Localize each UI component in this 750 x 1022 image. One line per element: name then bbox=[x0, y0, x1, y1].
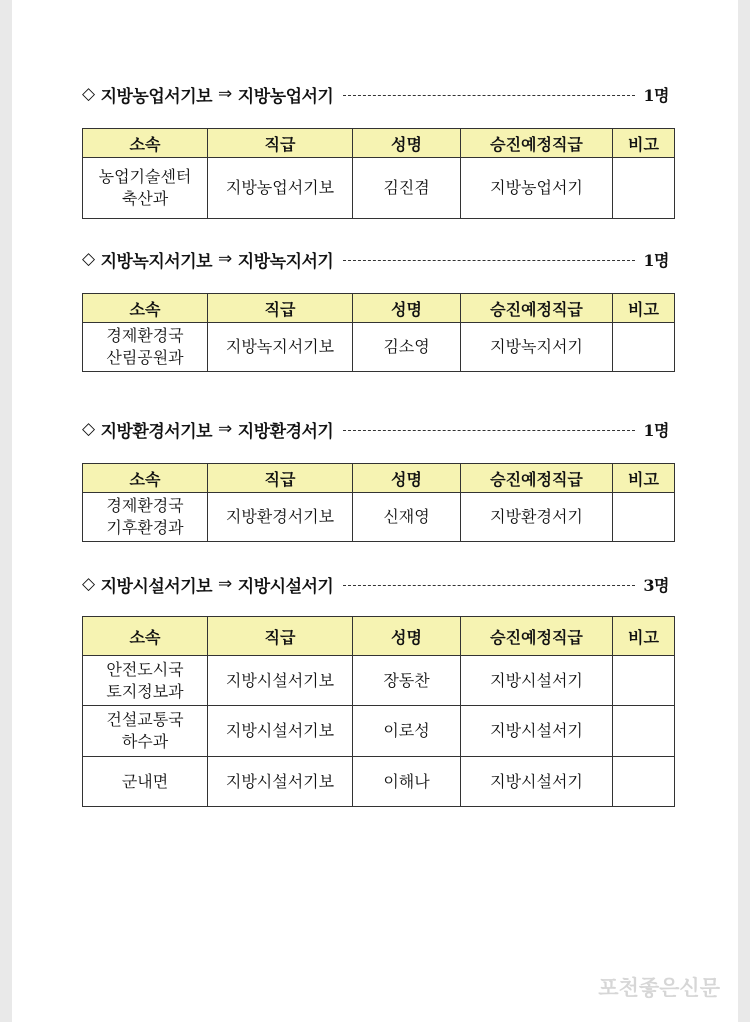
col-header-grade: 직급 bbox=[208, 294, 353, 323]
col-header-dept: 소속 bbox=[83, 294, 208, 323]
col-header-note: 비고 bbox=[613, 129, 675, 158]
cell-grade: 지방시설서기보 bbox=[208, 706, 353, 757]
table-header-row bbox=[83, 617, 675, 656]
cell-grade: 지방시설서기보 bbox=[208, 757, 353, 807]
promotion-count: 3명 bbox=[643, 575, 669, 595]
diamond-icon: ◇ bbox=[82, 84, 95, 104]
col-header-dept: 소속 bbox=[83, 129, 208, 158]
cell-grade: 지방환경서기보 bbox=[208, 493, 353, 542]
dashed-leader bbox=[343, 585, 635, 586]
col-header-new-grade: 승진예정직급 bbox=[461, 294, 613, 323]
table-header-row bbox=[83, 294, 675, 323]
table-header-row bbox=[83, 129, 675, 158]
col-header-note: 비고 bbox=[613, 294, 675, 323]
cell-name: 김진겸 bbox=[353, 158, 461, 219]
cell-dept: 건설교통국 하수과 bbox=[83, 706, 208, 757]
col-header-name: 성명 bbox=[353, 617, 461, 656]
cell-grade: 지방녹지서기보 bbox=[208, 323, 353, 372]
cell-note bbox=[613, 158, 675, 219]
col-header-grade: 직급 bbox=[208, 129, 353, 158]
arrow-icon: ⇒ bbox=[218, 249, 232, 269]
dashed-leader bbox=[343, 260, 635, 261]
promotion-table bbox=[82, 293, 675, 372]
section-heading bbox=[82, 415, 669, 443]
promotion-table bbox=[82, 463, 675, 542]
table-row bbox=[83, 158, 675, 219]
section-agriculture bbox=[82, 80, 669, 219]
section-green bbox=[82, 245, 669, 372]
promotion-table bbox=[82, 128, 675, 219]
col-header-name: 성명 bbox=[353, 294, 461, 323]
cell-new-grade: 지방시설서기 bbox=[461, 656, 613, 706]
arrow-icon: ⇒ bbox=[218, 419, 232, 439]
table-row bbox=[83, 323, 675, 372]
col-header-name: 성명 bbox=[353, 129, 461, 158]
col-header-grade: 직급 bbox=[208, 464, 353, 493]
to-grade: 지방녹지서기 bbox=[237, 251, 334, 272]
to-grade: 지방환경서기 bbox=[237, 421, 334, 442]
cell-name: 이해나 bbox=[353, 757, 461, 807]
table-row bbox=[83, 706, 675, 757]
col-header-new-grade: 승진예정직급 bbox=[461, 617, 613, 656]
table-header-row bbox=[83, 464, 675, 493]
promotion-count: 1명 bbox=[643, 420, 669, 440]
section-facilities bbox=[82, 570, 669, 807]
cell-note bbox=[613, 757, 675, 807]
diamond-icon: ◇ bbox=[82, 249, 95, 269]
document-page bbox=[12, 0, 738, 1022]
promotion-table bbox=[82, 616, 675, 807]
cell-grade: 지방농업서기보 bbox=[208, 158, 353, 219]
cell-dept: 안전도시국 토지정보과 bbox=[83, 656, 208, 706]
promotion-count: 1명 bbox=[643, 85, 669, 105]
from-grade: 지방시설서기보 bbox=[100, 576, 213, 597]
cell-new-grade: 지방시설서기 bbox=[461, 706, 613, 757]
cell-name: 이로성 bbox=[353, 706, 461, 757]
cell-new-grade: 지방환경서기 bbox=[461, 493, 613, 542]
table-row bbox=[83, 656, 675, 706]
cell-dept: 농업기술센터 축산과 bbox=[83, 158, 208, 219]
col-header-grade: 직급 bbox=[208, 617, 353, 656]
cell-note bbox=[613, 323, 675, 372]
section-environment bbox=[82, 415, 669, 542]
section-heading bbox=[82, 80, 669, 108]
col-header-note: 비고 bbox=[613, 617, 675, 656]
to-grade: 지방시설서기 bbox=[237, 576, 334, 597]
section-heading bbox=[82, 245, 669, 273]
col-header-new-grade: 승진예정직급 bbox=[461, 464, 613, 493]
table-row bbox=[83, 493, 675, 542]
cell-note bbox=[613, 493, 675, 542]
from-grade: 지방녹지서기보 bbox=[100, 251, 213, 272]
section-heading bbox=[82, 570, 669, 598]
diamond-icon: ◇ bbox=[82, 574, 95, 594]
arrow-icon: ⇒ bbox=[218, 84, 232, 104]
cell-note bbox=[613, 706, 675, 757]
cell-new-grade: 지방농업서기 bbox=[461, 158, 613, 219]
cell-dept: 경제환경국 산림공원과 bbox=[83, 323, 208, 372]
cell-dept: 경제환경국 기후환경과 bbox=[83, 493, 208, 542]
cell-dept: 군내면 bbox=[83, 757, 208, 807]
from-grade: 지방환경서기보 bbox=[100, 421, 213, 442]
table-row bbox=[83, 757, 675, 807]
col-header-name: 성명 bbox=[353, 464, 461, 493]
diamond-icon: ◇ bbox=[82, 419, 95, 439]
col-header-dept: 소속 bbox=[83, 617, 208, 656]
cell-note bbox=[613, 656, 675, 706]
to-grade: 지방농업서기 bbox=[237, 86, 334, 107]
cell-name: 신재영 bbox=[353, 493, 461, 542]
cell-name: 장동찬 bbox=[353, 656, 461, 706]
col-header-note: 비고 bbox=[613, 464, 675, 493]
cell-grade: 지방시설서기보 bbox=[208, 656, 353, 706]
arrow-icon: ⇒ bbox=[218, 574, 232, 594]
col-header-dept: 소속 bbox=[83, 464, 208, 493]
watermark: 포천좋은신문 bbox=[598, 976, 720, 1000]
from-grade: 지방농업서기보 bbox=[100, 86, 213, 107]
dashed-leader bbox=[343, 430, 635, 431]
dashed-leader bbox=[343, 95, 635, 96]
col-header-new-grade: 승진예정직급 bbox=[461, 129, 613, 158]
cell-name: 김소영 bbox=[353, 323, 461, 372]
promotion-count: 1명 bbox=[643, 250, 669, 270]
cell-new-grade: 지방녹지서기 bbox=[461, 323, 613, 372]
cell-new-grade: 지방시설서기 bbox=[461, 757, 613, 807]
